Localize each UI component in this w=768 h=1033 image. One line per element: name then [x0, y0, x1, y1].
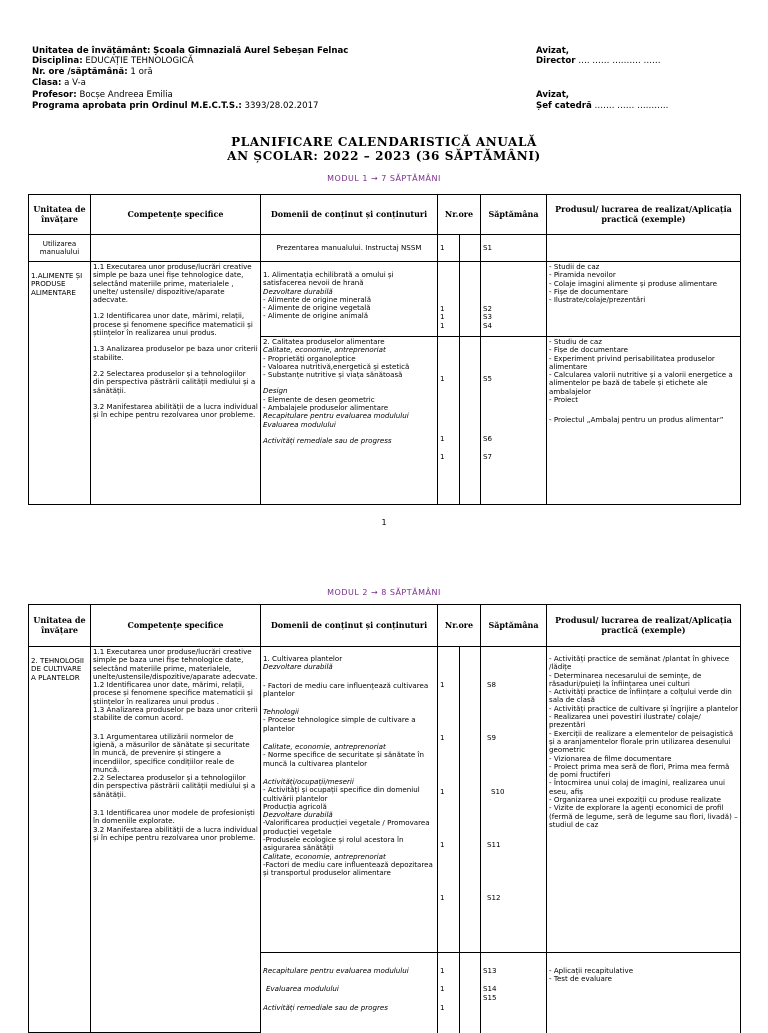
col-header-nr-ore: Nr.ore: [438, 605, 481, 647]
header-disciplina: Disciplina: EDUCAȚIE TEHNOLOGICĂ: [32, 56, 194, 66]
domain-subtitle: Calitate, economie, antreprenoriat: [263, 742, 386, 752]
planning-table-modul-1: [28, 194, 741, 505]
col-header-competente: Competențe specifice: [91, 605, 261, 647]
eval-label: Evaluarea modulului: [263, 419, 336, 429]
header-avizat-sef: Avizat,: [536, 90, 570, 100]
cell-produs: [547, 235, 741, 262]
cell-domenii: [261, 647, 438, 953]
product-item: - Studiu de caz: [549, 337, 602, 346]
competenta: 2.2 Selectarea produselor și a tehnologiilor din perspectiva păstrării calității mediului și a sănătății.: [93, 773, 256, 799]
ore-value: 1: [440, 1002, 445, 1012]
cell-produs: [547, 337, 741, 505]
product-item: - Întocmirea unui colaj de imagini, realizarea unui eseu, afiș: [549, 778, 725, 796]
week-value: S10: [491, 786, 505, 796]
competenta: 1.1 Executarea unor produse/lucrări creative simple pe baza unei fișe tehnologice date, selectând materiile prime, materialele , unelte/ ustensile/ dispozitive/aparate adecvate.: [93, 262, 252, 305]
remedial-label: Activități remediale sau de progres: [263, 1002, 388, 1012]
product-item: - Ilustrate/colaje/prezentări: [549, 295, 646, 305]
week-value: S3: [483, 312, 493, 322]
ore-value: 1: [440, 451, 445, 461]
domain-subtitle: Dezvoltare durabilă: [263, 286, 333, 296]
domain-item: - Elemente de desen geometric: [263, 394, 375, 404]
domain-item: -Valorificarea producției vegetale / Promovarea producției vegetale: [263, 818, 430, 836]
col-header-competente: Competențe specifice: [91, 195, 261, 235]
cell-ore: [438, 647, 460, 953]
domain-subtitle: Activități/ocupații/meserii: [263, 776, 354, 786]
ore-value: 1: [440, 966, 445, 975]
header-avizat-director: Avizat,: [536, 46, 570, 56]
domain-item: -Factori de mediu care influentează depozitarea și transportul produselor alimentare: [263, 859, 433, 878]
domain-item: - Proprietăți organoleptice: [263, 353, 356, 363]
week-value: S13: [483, 966, 497, 975]
col-header-unitatea: Unitatea de învățare: [29, 195, 91, 235]
product-item: - Exerciții de realizare a elementelor de peisagistică și a aranjamentelor florale prin utilizarea desenului geometric: [549, 728, 734, 755]
ore-value: 1: [440, 984, 445, 994]
cell-domenii: Prezentarea manualului. Instructaj NSSM: [261, 235, 438, 262]
week-value: S14: [483, 984, 497, 994]
cell-ore-blank: [460, 262, 481, 337]
domain-subtitle: Calitate, economie, antreprenoriat: [263, 345, 386, 355]
header-programa: Programa aprobata prin Ordinul M.E.C.T.S.: 3393/28.02.2017: [32, 101, 319, 111]
ore-value: 1: [440, 839, 445, 849]
week-value: S4: [483, 320, 493, 330]
ore-value: 1: [440, 304, 445, 313]
header-unitatea: Unitatea de învățământ: Școala Gimnazială Aurel Sebeșan Felnac: [32, 46, 349, 56]
cell-saptamana: [481, 647, 547, 953]
table-header-row: [29, 605, 741, 647]
cell-unit: 1.ALIMENTE ȘI PRODUSE ALIMENTARE: [29, 262, 91, 505]
cell-unit: 2. TEHNOLOGII DE CULTIVARE A PLANTELOR: [29, 647, 91, 1033]
domain-item: - Factori de mediu care influențează cultivarea plantelor: [263, 680, 429, 698]
product-item: - Proiect prima mea seră de flori, Prima mea fermă de pomi fructiferi: [549, 761, 730, 780]
cell-ore-blank: [460, 647, 481, 953]
competenta: 1.2 Identificarea unor date, mărimi, relații, procese și fenomene specifice matematicii și științelor în realizarea unui produs.: [93, 311, 253, 338]
competenta: 3.1 Argumentarea utilizării normelor de igienă, a măsurilor de sănătate și securitate în muncă, de prevenire și stingere a incendiilor, specifice condițiilor reale de muncă.: [93, 731, 250, 774]
header-nr-ore: Nr. ore /săptămână: 1 oră: [32, 67, 153, 77]
col-header-saptamana: Săptămâna: [481, 605, 547, 647]
domain-title: 1. Cultivarea plantelor: [263, 654, 343, 663]
domain-subtitle: Dezvoltare durabilă: [263, 662, 333, 672]
competenta: 3.1 Identificarea unor modele de profesioniști în domeniile explorate.: [93, 808, 255, 826]
cell-ore: [438, 953, 460, 1033]
table-row: [29, 235, 741, 262]
week-value: S5: [483, 374, 493, 383]
modul-1-heading: MODUL 1 → 7 SĂPTĂMÂNI: [327, 174, 441, 183]
ore-value: 1: [440, 320, 445, 330]
product-item: - Piramida nevoilor: [549, 270, 616, 280]
competenta: 1.2 Identificarea unor date, mărimi, relații, procese și fenomene specifice matematicii și științelor în realizarea unui produs .: [93, 680, 253, 706]
domain-item: - Norme specifice de securitate și sănătate în muncă la cultivarea plantelor: [263, 750, 425, 768]
week-value: S2: [483, 304, 493, 313]
cell-ore: [438, 337, 460, 505]
recap-label: Recapitulare pentru evaluarea modulului: [263, 411, 409, 421]
competenta: 3.2 Manifestarea abilității de a lucra individual și în echipe pentru rezolvarea unor probleme.: [93, 824, 258, 842]
domain-item: Producția agricolă: [263, 801, 327, 811]
cell-domenii: [261, 337, 438, 505]
week-value: S11: [487, 839, 501, 849]
cell-competente: [91, 262, 261, 505]
week-value: S15: [483, 992, 497, 1002]
header-profesor: Profesor: Bocșe Andreea Emilia: [32, 90, 173, 100]
col-header-saptamana: Săptămâna: [481, 195, 547, 235]
product-item: - Proiectul „Ambalaj pentru un produs alimentar”: [549, 415, 724, 425]
cell-domenii: [261, 262, 438, 337]
domain-item: - Substanțe nutritive și viața sănătoasă: [263, 370, 403, 380]
table-header-row: [29, 195, 741, 235]
product-item: - Test de evaluare: [549, 974, 613, 984]
cell-ore-blank: [460, 337, 481, 505]
cell-unit: Utilizarea manualului: [29, 235, 91, 262]
eval-label: Evaluarea modulului: [266, 984, 339, 994]
product-item: - Activități practice de cultivare și îngrijire a plantelor: [549, 703, 738, 713]
col-header-domenii: Domenii de conținut și conținuturi: [261, 605, 438, 647]
col-header-unitatea: Unitatea de învățare: [29, 605, 91, 647]
product-item: - Realizarea unei povestiri ilustrate/ colaje/ prezentări: [549, 712, 701, 730]
cell-ore: [438, 262, 460, 337]
product-item: - Determinarea necesarului de semințe, de răsaduri/puieți la înființarea unei culturi: [549, 670, 702, 688]
ore-value: 1: [440, 312, 445, 322]
week-value: S8: [487, 680, 497, 689]
product-item: - Vizionarea de filme documentare: [549, 753, 672, 763]
domain-subtitle: Calitate, economie, antreprenoriat: [263, 851, 386, 861]
product-item: - Experiment privind perisabilitatea produselor alimentare: [549, 353, 715, 371]
competenta: 2.2 Selectarea produselor și a tehnologiilor din perspectiva păstrării calității mediului și a sănătății.: [93, 368, 256, 395]
cell-saptamana: [481, 337, 547, 505]
col-header-produsul: Produsul/ lucrarea de realizat/Aplicația practică (exemple): [547, 195, 741, 235]
ore-value: 1: [440, 733, 445, 743]
cell-competente: [91, 235, 261, 262]
domain-item: - Valoarea nutritivă,energetică și estetică: [263, 361, 410, 371]
document-title: PLANIFICARE CALENDARISTICĂ ANUALĂ: [231, 135, 537, 149]
ore-value: 1: [440, 680, 445, 689]
planning-table-modul-2: [28, 604, 741, 1033]
domain-subtitle: Tehnologii: [263, 707, 299, 717]
week-value: S6: [483, 434, 493, 444]
cell-competente: [91, 647, 261, 1033]
competenta: 3.2 Manifestarea abilității de a lucra individual și în echipe pentru rezolvarea unor probleme.: [93, 401, 258, 420]
document-subtitle: AN ȘCOLAR: 2022 – 2023 (36 SĂPTĂMÂNI): [227, 149, 541, 163]
header-director: Director …. …… ………. ……: [536, 56, 661, 66]
product-item: - Fișe de documentare: [549, 286, 629, 296]
page-number: 1: [381, 518, 387, 527]
product-item: - Activități practice de semănat /plantat în ghivece /lădițe: [549, 654, 730, 672]
domain-subtitle: Design: [263, 386, 288, 396]
cell-ore-blank: [460, 235, 481, 262]
domain-title: 1. Alimentația echilibrată a omului și satisfacerea nevoii de hrană: [263, 270, 394, 288]
col-header-produsul: Produsul/ lucrarea de realizat/Aplicația practică (exemple): [547, 605, 741, 647]
domain-title: 2. Calitatea produselor alimentare: [263, 337, 385, 346]
header-clasa: Clasa: a V-a: [32, 78, 86, 88]
cell-ore-blank: [460, 953, 481, 1033]
domain-item: -Produsele ecologice și rolul acestora în asigurarea sănătății: [263, 835, 404, 853]
domain-item: - Alimente de origine minerală: [263, 294, 372, 304]
week-value: S9: [487, 733, 497, 743]
product-item: - Vizite de explorare la agenți economici de profil (fermă de legume, seră de legume sau flori, livadă) – studiul de caz: [549, 803, 738, 829]
table-row: [29, 262, 741, 337]
product-item: - Calcularea valorii nutritive și a valorii energetice a alimentelor pe bază de tabele și etichete ale ambalajelor: [549, 370, 733, 396]
col-header-nr-ore: Nr.ore: [438, 195, 481, 235]
cell-saptamana: [481, 953, 547, 1033]
week-value: S12: [487, 893, 501, 903]
cell-ore: 1: [438, 235, 460, 262]
week-value: S7: [483, 451, 493, 461]
cell-saptamana: [481, 262, 547, 337]
domain-item: - Alimente de origine animală: [263, 311, 369, 321]
product-item: - Aplicații recapitulative: [549, 966, 634, 975]
product-item: - Proiect: [549, 395, 579, 405]
ore-value: 1: [440, 374, 445, 383]
domain-item: - Alimente de origine vegetală: [263, 303, 371, 313]
product-item: - Activități practice de înființare a colțului verde din sala de clasă: [549, 687, 732, 705]
domain-item: - Ambalajele produselor alimentare: [263, 403, 389, 413]
cell-domenii: [261, 953, 438, 1033]
ore-value: 1: [440, 786, 445, 796]
ore-value: 1: [440, 434, 445, 444]
cell-produs: [547, 262, 741, 337]
remedial-label: Activități remediale sau de progress: [263, 435, 392, 445]
header-sef-catedra: Șef catedră ……. …… ………..: [536, 101, 669, 111]
competenta: 1.1 Executarea unor produse/lucrări creative simple pe baza unei fișe tehnologice date, selectând materiile prime, materialele, unelte/ustensile/dispozitive/aparate adecvate.: [93, 647, 258, 681]
product-item: - Studii de caz: [549, 262, 600, 271]
domain-item: - Procese tehnologice simple de cultivare a plantelor: [263, 715, 416, 733]
modul-2-heading: MODUL 2 → 8 SĂPTĂMÂNI: [327, 588, 441, 597]
domain-subtitle: Dezvoltare durabilă: [263, 810, 333, 820]
col-header-domenii: Domenii de conținut și conținuturi: [261, 195, 438, 235]
ore-value: 1: [440, 893, 445, 903]
table-row: [29, 647, 741, 953]
cell-produs: [547, 953, 741, 1033]
product-item: - Organizarea unei expoziții cu produse realizate: [549, 795, 722, 805]
recap-label: Recapitulare pentru evaluarea modulului: [263, 966, 409, 975]
cell-saptamana: S1: [481, 235, 547, 262]
product-item: - Fișe de documentare: [549, 345, 629, 355]
cell-produs: [547, 647, 741, 953]
domain-item: - Activități și ocupații specifice din domeniul cultivării plantelor: [263, 785, 420, 803]
competenta: 1.3 Analizarea produselor pe baza unor criterii stabilite.: [93, 344, 258, 362]
competenta: 1.3 Analizarea produselor pe baza unor criterii stabilite de comun acord.: [93, 705, 258, 723]
product-item: - Colaje imagini alimente și produse alimentare: [549, 278, 718, 288]
